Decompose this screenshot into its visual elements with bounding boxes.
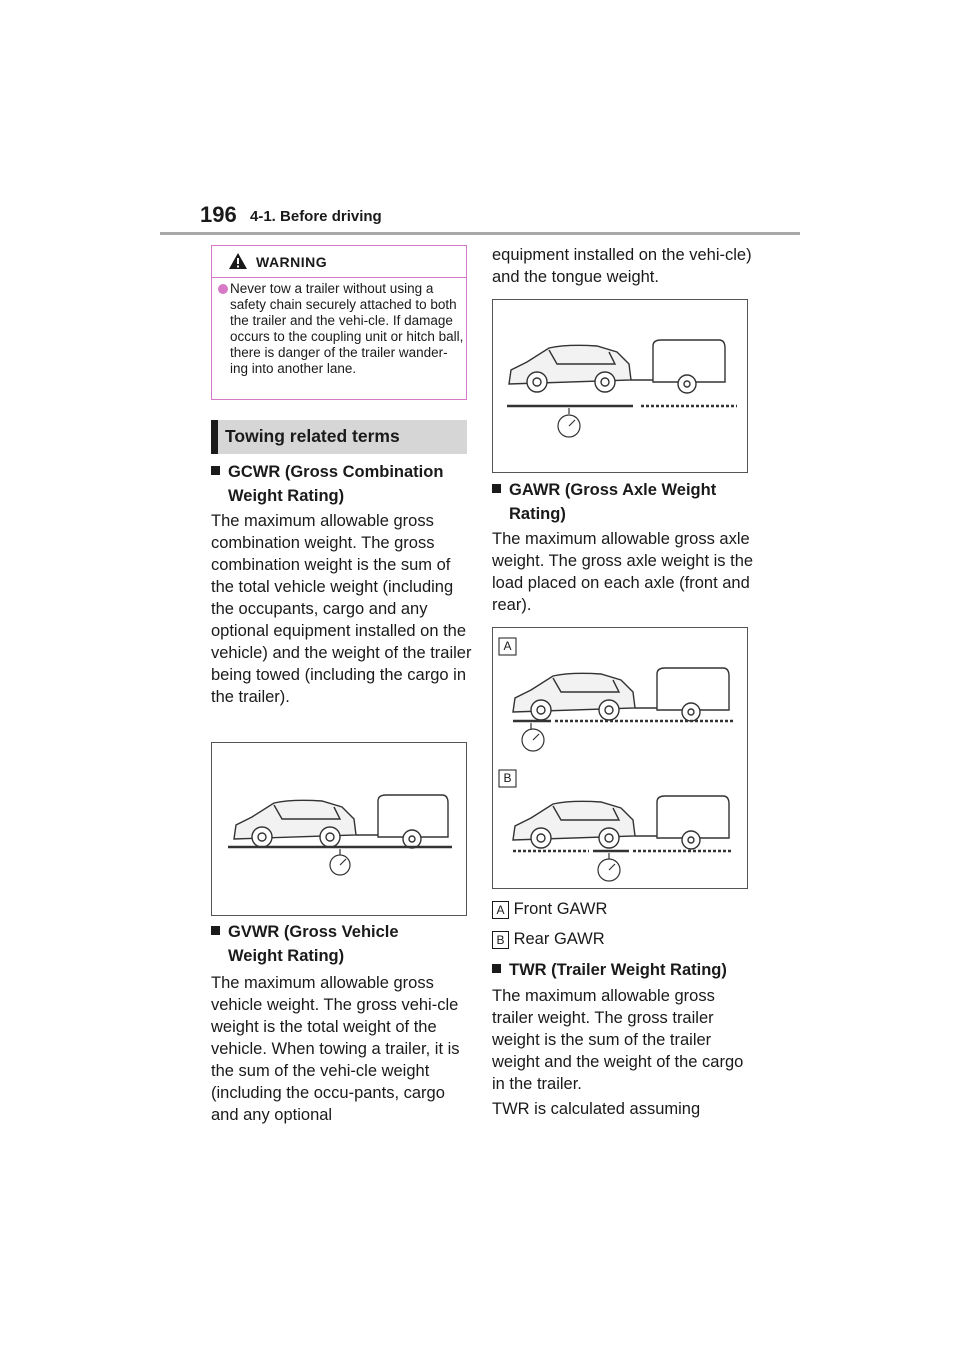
section-heading-bar: [211, 420, 218, 454]
gawr-figure: [492, 627, 748, 889]
bullet-icon: [217, 282, 231, 296]
chapter-title: 4-1. Before driving: [250, 208, 382, 225]
square-bullet-icon: [211, 466, 220, 475]
caption-front-gawr: A Front GAWR: [492, 898, 607, 920]
gvwr-illustration: [493, 300, 747, 472]
page-number: 196: [200, 202, 237, 227]
caption-label-b: B: [492, 931, 509, 949]
gvwr-heading: GVWR (Gross Vehicle Weight Rating): [211, 920, 473, 968]
warning-box: [211, 245, 467, 400]
warning-triangle-icon: [228, 252, 248, 270]
twr-description: The maximum allowable gross trailer weight. The gross trailer weight is the sum of the trailer weight and the weight of the cargo in the trailer.: [492, 987, 744, 1093]
gvwr-figure: [492, 299, 748, 473]
warning-header: [212, 246, 466, 278]
figure-label-b: B: [503, 771, 512, 785]
gcwr-heading: GCWR (Gross Combination Weight Rating): [211, 460, 473, 508]
twr-heading: TWR (Trailer Weight Rating): [492, 958, 762, 982]
twr-description-continued: TWR is calculated assuming: [492, 1100, 701, 1118]
gcwr-description: The maximum allowable gross combination weight. The gross combination weight is the sum of the total vehicle weight (including the occupants, cargo and any optional equipment installed on the vehicle) and the weight of the trailer being towed (including the cargo in the trailer).: [211, 512, 472, 706]
section-heading-text: Towing related terms: [225, 426, 400, 446]
gawr-heading: GAWR (Gross Axle Weight Rating): [492, 478, 754, 526]
warning-title: WARNING: [256, 254, 328, 270]
gcwr-illustration: [212, 743, 466, 915]
square-bullet-icon: [211, 926, 220, 935]
gawr-illustration: [493, 628, 747, 888]
gvwr-description-continued: equipment installed on the vehi-cle) and the tongue weight.: [492, 246, 752, 286]
section-heading: [211, 420, 467, 454]
gawr-description: The maximum allowable gross axle weight. The gross axle weight is the load placed on each axle (front and rear).: [492, 530, 754, 614]
gcwr-figure: [211, 742, 467, 916]
caption-label-a: A: [492, 901, 509, 919]
square-bullet-icon: [492, 484, 501, 493]
figure-label-a: A: [503, 639, 512, 653]
caption-rear-gawr: B Rear GAWR: [492, 928, 605, 950]
gvwr-description: The maximum allowable gross vehicle weight. The gross vehi-cle weight is the total weight of the vehicle. When towing a trailer, it is the sum of the vehi-cle weight (including the occu-pants, cargo and any optional: [211, 974, 460, 1124]
square-bullet-icon: [492, 964, 501, 973]
header-rule: [160, 232, 800, 235]
warning-text: Never tow a trailer without using a safety chain securely attached to both the trailer and the vehi-cle. If damage occurs to the coupling unit or hitch ball, there is danger of the trailer wander-ing into another lane.: [230, 281, 464, 376]
